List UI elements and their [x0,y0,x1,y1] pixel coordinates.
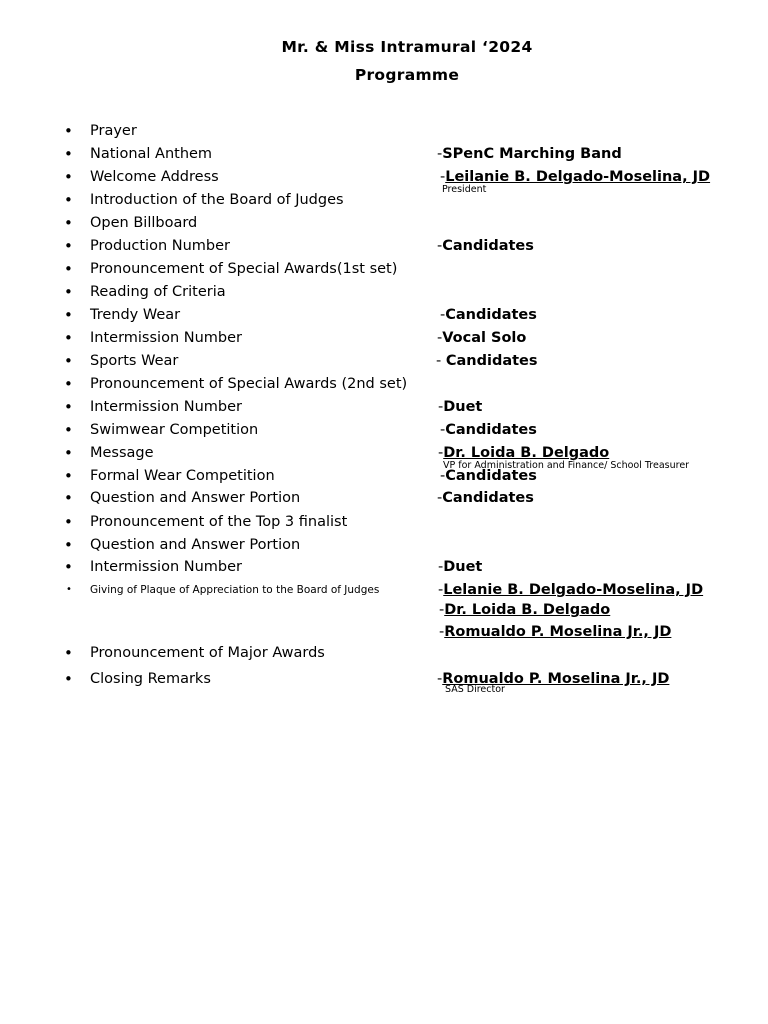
bullet-icon: • [64,489,73,507]
document-subtitle: Programme [354,66,460,84]
programme-item [0,259,768,279]
bullet-icon: • [64,122,73,140]
programme-item-responsible: -Candidates [440,468,537,484]
bullet-icon: • [66,584,72,595]
programme-item-role: President [442,184,487,195]
programme-item [0,121,768,141]
programme-item-responsible: -Duet [438,559,483,575]
programme-item-label: Welcome Address [90,169,219,185]
programme-item-responsible: -SPenC Marching Band [437,146,622,162]
programme-item-responsible: -Candidates [440,307,537,323]
programme-item-label: Production Number [90,238,231,254]
programme-item-responsible: -Dr. Loida B. Delgado [438,445,610,461]
programme-item-responsible: -Romualdo P. Moselina Jr., JD [439,624,672,640]
bullet-icon: • [64,306,73,324]
programme-item-label: Trendy Wear [90,307,181,323]
programme-item [0,580,768,600]
programme-item [0,557,768,577]
programme-item-label: Intermission Number [90,330,242,346]
programme-item [0,443,768,471]
programme-item-role: SAS Director [445,684,505,695]
bullet-icon: • [64,467,73,485]
programme-item [0,600,768,620]
programme-item [0,397,768,417]
bullet-icon: • [64,237,73,255]
document-title: Mr. & Miss Intramural ‘2024 [281,38,533,56]
programme-item [0,213,768,233]
programme-item [0,622,768,642]
bullet-icon: • [64,558,73,576]
programme-item-label: Pronouncement of Special Awards(1st set) [90,261,398,277]
programme-item [0,535,768,555]
programme-item-label: Question and Answer Portion [90,490,301,506]
programme-item [0,669,768,695]
programme-item-label: Open Billboard [90,215,198,231]
programme-item [0,488,768,508]
bullet-icon: • [64,513,73,531]
bullet-icon: • [64,421,73,439]
programme-item [0,466,768,486]
programme-item [0,305,768,325]
programme-item-responsible: -Lelanie B. Delgado-Moselina, JD [438,582,704,598]
programme-item-label: Giving of Plaque of Appreciation to the Board of Judges [90,584,380,596]
bullet-icon: • [64,283,73,301]
programme-item-label: Prayer [90,123,137,139]
bullet-icon: • [64,375,73,393]
bullet-icon: • [64,168,73,186]
bullet-icon: • [64,352,73,370]
bullet-icon: • [64,536,73,554]
programme-item-responsible: -Romualdo P. Moselina Jr., JD [437,671,670,687]
bullet-icon: • [64,670,73,688]
bullet-icon: • [64,398,73,416]
programme-item [0,236,768,256]
programme-item [0,351,768,371]
programme-item-label: Pronouncement of Major Awards [90,645,325,661]
programme-item-responsible: -Dr. Loida B. Delgado [439,602,611,618]
programme-item-label: Sports Wear [90,353,179,369]
bullet-icon: • [64,214,73,232]
programme-item-responsible: -Candidates [440,422,537,438]
programme-item-label: National Anthem [90,146,213,162]
programme-item-label: Swimwear Competition [90,422,259,438]
programme-item [0,144,768,164]
bullet-icon: • [64,191,73,209]
programme-item-responsible: -Duet [438,399,483,415]
programme-item-label: Reading of Criteria [90,284,226,300]
programme-item [0,512,768,532]
bullet-icon: • [64,260,73,278]
programme-item-responsible: -Candidates [437,490,534,506]
programme-item-label: Formal Wear Competition [90,468,275,484]
programme-item-label: Message [90,445,154,461]
programme-item-label: Intermission Number [90,559,242,575]
programme-item-responsible: -Leilanie B. Delgado-Moselina, JD [440,169,711,185]
programme-item-label: Question and Answer Portion [90,537,301,553]
programme-item [0,190,768,210]
programme-item-responsible: - Candidates [436,353,538,369]
programme-item-label: Closing Remarks [90,671,211,687]
programme-item-role: VP for Administration and Finance/ School Treasurer [443,460,690,471]
programme-item-responsible: -Vocal Solo [437,330,527,346]
programme-item-label: Intermission Number [90,399,242,415]
programme-item [0,374,768,394]
bullet-icon: • [64,329,73,347]
programme-item [0,282,768,302]
programme-item [0,420,768,440]
bullet-icon: • [64,145,73,163]
programme-item-responsible: -Candidates [437,238,534,254]
bullet-icon: • [64,444,73,462]
programme-item [0,167,768,195]
programme-item-label: Pronouncement of Special Awards (2nd set) [90,376,408,392]
programme-item [0,643,768,663]
programme-item [0,328,768,348]
programme-item-label: Pronouncement of the Top 3 finalist [90,514,348,530]
bullet-icon: • [64,644,73,662]
programme-item-label: Introduction of the Board of Judges [90,192,344,208]
